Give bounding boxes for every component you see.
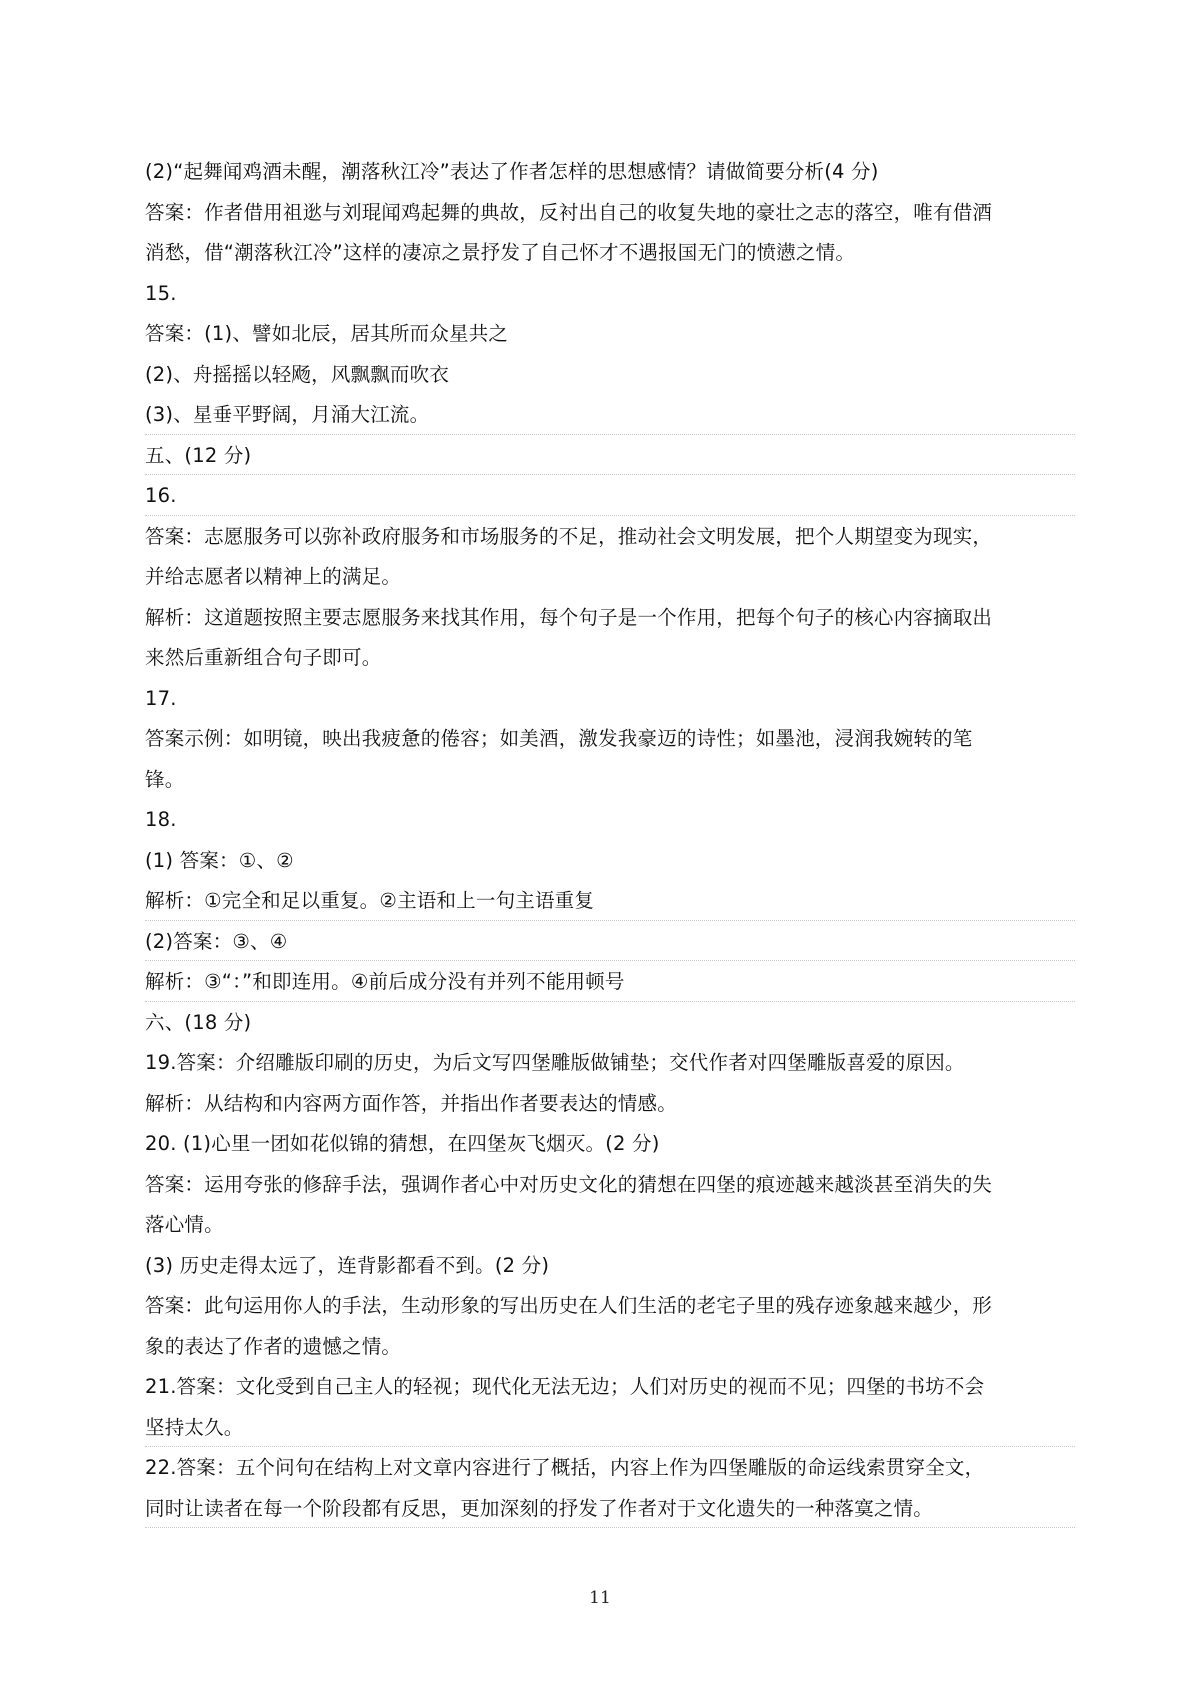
text-line: 坚持太久。 <box>145 1408 1065 1449</box>
text-line: (1) 答案：①、② <box>145 848 294 872</box>
text-line: 答案：作者借用祖逖与刘琨闻鸡起舞的典故，反衬出自己的收复失地的豪壮之志的落空，唯有借酒 <box>145 200 993 224</box>
text-line: 22.答案：五个问句在结构上对文章内容进行了概括，内容上作为四堡雕版的命运线索贯穿全文， <box>145 1456 985 1479</box>
question-number: 15. <box>145 281 177 305</box>
text-line: (2)答案：③、④ <box>145 922 1065 963</box>
document-body <box>145 152 1065 1529</box>
text-line: 解析：从结构和内容两方面作答，并指出作者要表达的情感。 <box>145 1091 677 1115</box>
text-line: 消愁，借“潮落秋江冷”这样的凄凉之景抒发了自己怀才不遇报国无门的愤懑之情。 <box>145 241 856 264</box>
page-number: 11 <box>589 1588 611 1608</box>
section-heading: 六、(18 分) <box>145 1010 252 1034</box>
text-line: 同时让读者在每一个阶段都有反思，更加深刻的抒发了作者对于文化遗失的一种落寞之情。 <box>145 1489 1065 1530</box>
text-line: 19.答案：介绍雕版印刷的历史，为后文写四堡雕版做铺垫；交代作者对四堡雕版喜爱的原因。 <box>145 1051 965 1074</box>
text-line: 象的表达了作者的遗憾之情。 <box>145 1334 402 1358</box>
text-line: (3) 历史走得太远了，连背影都看不到。(2 分) <box>145 1253 550 1277</box>
text-line: 答案：此句运用你人的手法，生动形象的写出历史在人们生活的老宅子里的残存迹象越来越少，形 <box>145 1294 993 1317</box>
text-line: 答案：运用夸张的修辞手法，强调作者心中对历史文化的猜想在四堡的痕迹越来越淡甚至消失的失 <box>145 1172 993 1196</box>
text-line: 答案：(1)、譬如北辰，居其所而众星共之 <box>145 322 509 345</box>
text-line: 落心情。 <box>145 1213 224 1236</box>
text-line: (2)“起舞闻鸡酒未醒，潮落秋江冷”表达了作者怎样的思想感情？请做简要分析(4 分) <box>145 160 879 183</box>
text-line: 解析：①完全和足以重复。②主语和上一句主语重复 <box>145 881 1065 922</box>
text-line: 答案示例：如明镜，映出我疲惫的倦容；如美酒，激发我豪迈的诗性；如墨池，浸润我婉转的笔 <box>145 727 973 750</box>
text-line: 21.答案：文化受到自己主人的轻视；现代化无法无边；人们对历史的视而不见；四堡的书坊不会 <box>145 1375 985 1398</box>
text-line: 锋。 <box>145 767 185 791</box>
text-line: 来然后重新组合句子即可。 <box>145 646 382 669</box>
text-line: 解析：③“：”和即连用。④前后成分没有并列不能用顿号 <box>145 962 1065 1003</box>
question-number: 17. <box>145 686 177 710</box>
text-line: 20. (1)心里一团如花似锦的猜想，在四堡灰飞烟灭。(2 分) <box>145 1132 660 1155</box>
text-line: 答案：志愿服务可以弥补政府服务和市场服务的不足，推动社会文明发展，把个人期望变为现实， <box>145 524 993 548</box>
question-number: 18. <box>145 808 177 831</box>
section-heading: 五、(12 分) <box>145 436 1065 477</box>
text-line: (3)、星垂平野阔，月涌大江流。 <box>145 395 1065 436</box>
text-line: 并给志愿者以精神上的满足。 <box>145 565 402 588</box>
question-number: 16. <box>145 476 1065 517</box>
text-line: 解析：这道题按照主要志愿服务来找其作用，每个句子是一个作用，把每个句子的核心内容摘取出 <box>145 605 993 629</box>
text-line: (2)、舟摇摇以轻飏，风飘飘而吹衣 <box>145 362 450 386</box>
